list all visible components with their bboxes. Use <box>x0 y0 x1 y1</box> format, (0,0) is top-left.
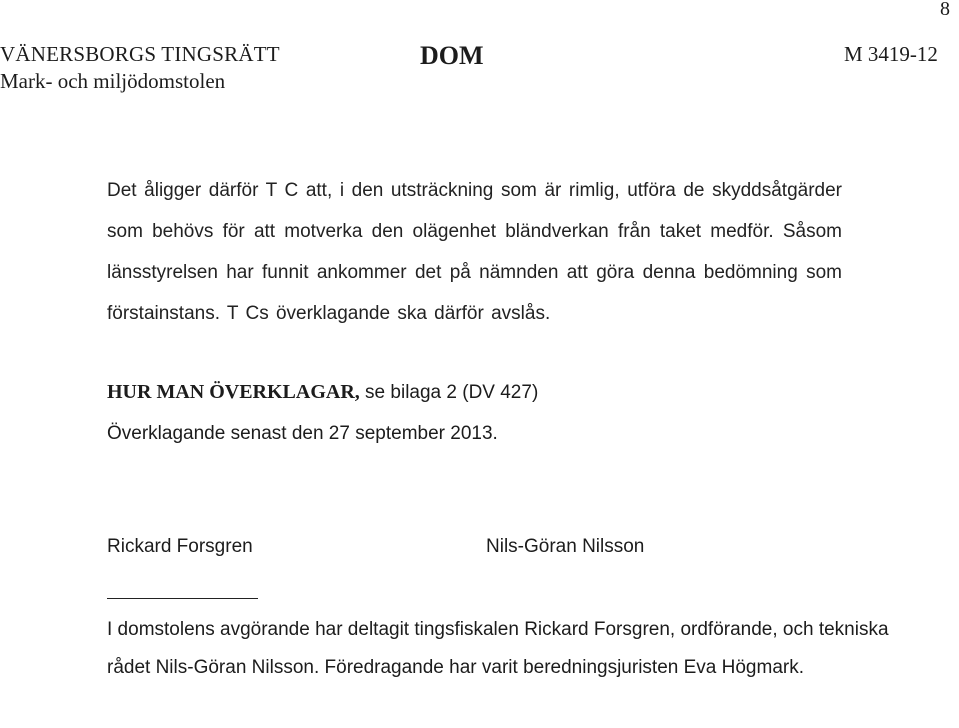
footnote-text: I domstolens avgörande har deltagit tingsfiskalen Rickard Forsgren, ordförande, och tekniska rådet Nils-Göran Nilsson. Föredragande har varit beredningsjuristen Eva Högmark. <box>107 619 889 678</box>
signature-block <box>0 536 959 566</box>
case-number: M 3419-12 <box>844 42 938 66</box>
appeal-deadline: Överklagande senast den 27 september 2013. <box>107 423 498 444</box>
appeal-reference: se bilaga 2 (DV 427) <box>359 382 539 403</box>
document-header <box>0 42 959 102</box>
footnote-divider <box>107 598 258 599</box>
appeal-heading: HUR MAN ÖVERKLAGAR, <box>107 381 360 403</box>
body-paragraph: Det åligger därför T C att, i den utsträckning som är rimlig, utföra de skyddsåtgärder som behövs för att motverka den olägenhet bländverkan från taket medför. Såsom länsstyrelsen har funnit ankommer det på nämnden att göra denna bedömning som förstainstans. T Cs överklagande ska därför avslås. <box>107 180 842 324</box>
footnote <box>107 611 907 687</box>
appeal-instruction-line <box>107 372 867 413</box>
document-body <box>107 170 842 334</box>
court-name: VÄNERSBORGS TINGSRÄTT <box>0 42 280 66</box>
page-number: 8 <box>940 0 950 20</box>
court-division: Mark- och miljödomstolen <box>0 69 226 93</box>
signer-name: Rickard Forsgren <box>107 536 253 557</box>
document-type: DOM <box>420 41 484 70</box>
appeal-section <box>107 372 867 454</box>
signer-name: Nils-Göran Nilsson <box>486 536 645 557</box>
